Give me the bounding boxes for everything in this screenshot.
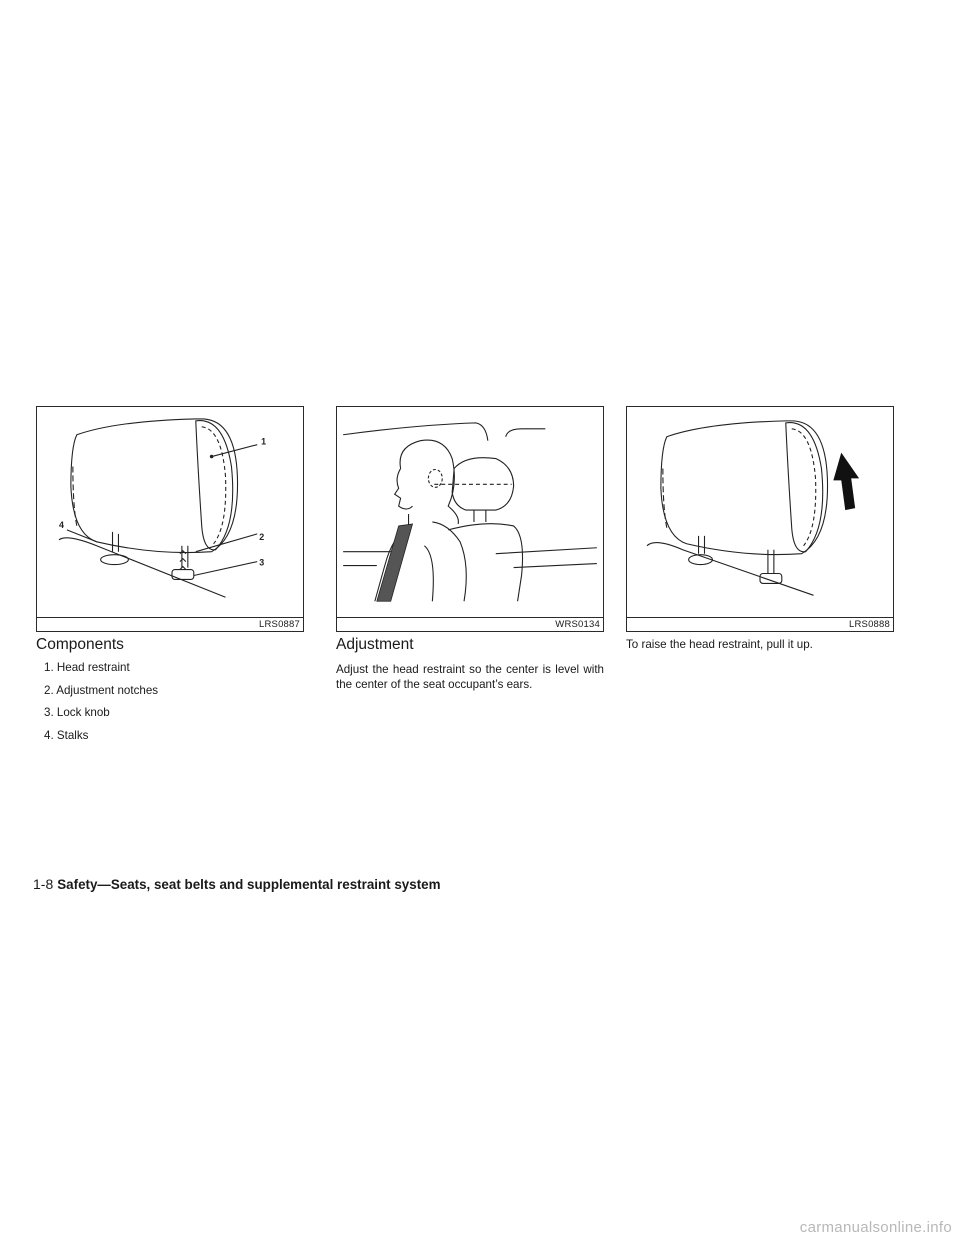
adjustment-paragraph: Adjust the head restraint so the center is level with the center of the seat occupant’s ears. (336, 663, 604, 691)
up-arrow-icon (833, 453, 859, 510)
page-number: 1-8 (33, 876, 54, 892)
head-restraint-raise-illustration (627, 407, 893, 631)
page-footer (33, 876, 441, 892)
callout-4: 4 (58, 519, 64, 530)
figure-code: WRS0134 (555, 619, 600, 630)
list-item: 4. Stalks (44, 728, 89, 742)
list-item: 2. Adjustment notches (44, 683, 159, 697)
callout-3: 3 (259, 557, 265, 568)
list-item: 1. Head restraint (44, 661, 130, 674)
figure-raise (626, 406, 894, 632)
figure-code: LRS0887 (258, 619, 300, 630)
figure-adjustment (336, 406, 604, 632)
components-list (44, 660, 158, 750)
callout-1: 1 (261, 436, 267, 447)
occupant-head-restraint-illustration (337, 407, 603, 631)
head-restraint-components-illustration (37, 407, 303, 631)
watermark: carmanualsonline.info (799, 1219, 952, 1236)
adjustment-heading: Adjustment (336, 636, 414, 653)
figure-components (36, 406, 304, 632)
callout-2: 2 (259, 531, 265, 542)
figure-code: LRS0888 (848, 619, 890, 630)
raise-paragraph: To raise the head restraint, pull it up. (626, 638, 813, 651)
section-title: Safety—Seats, seat belts and supplemental restraint system (57, 877, 441, 892)
components-heading: Components (36, 636, 124, 653)
list-item: 3. Lock knob (44, 706, 110, 719)
